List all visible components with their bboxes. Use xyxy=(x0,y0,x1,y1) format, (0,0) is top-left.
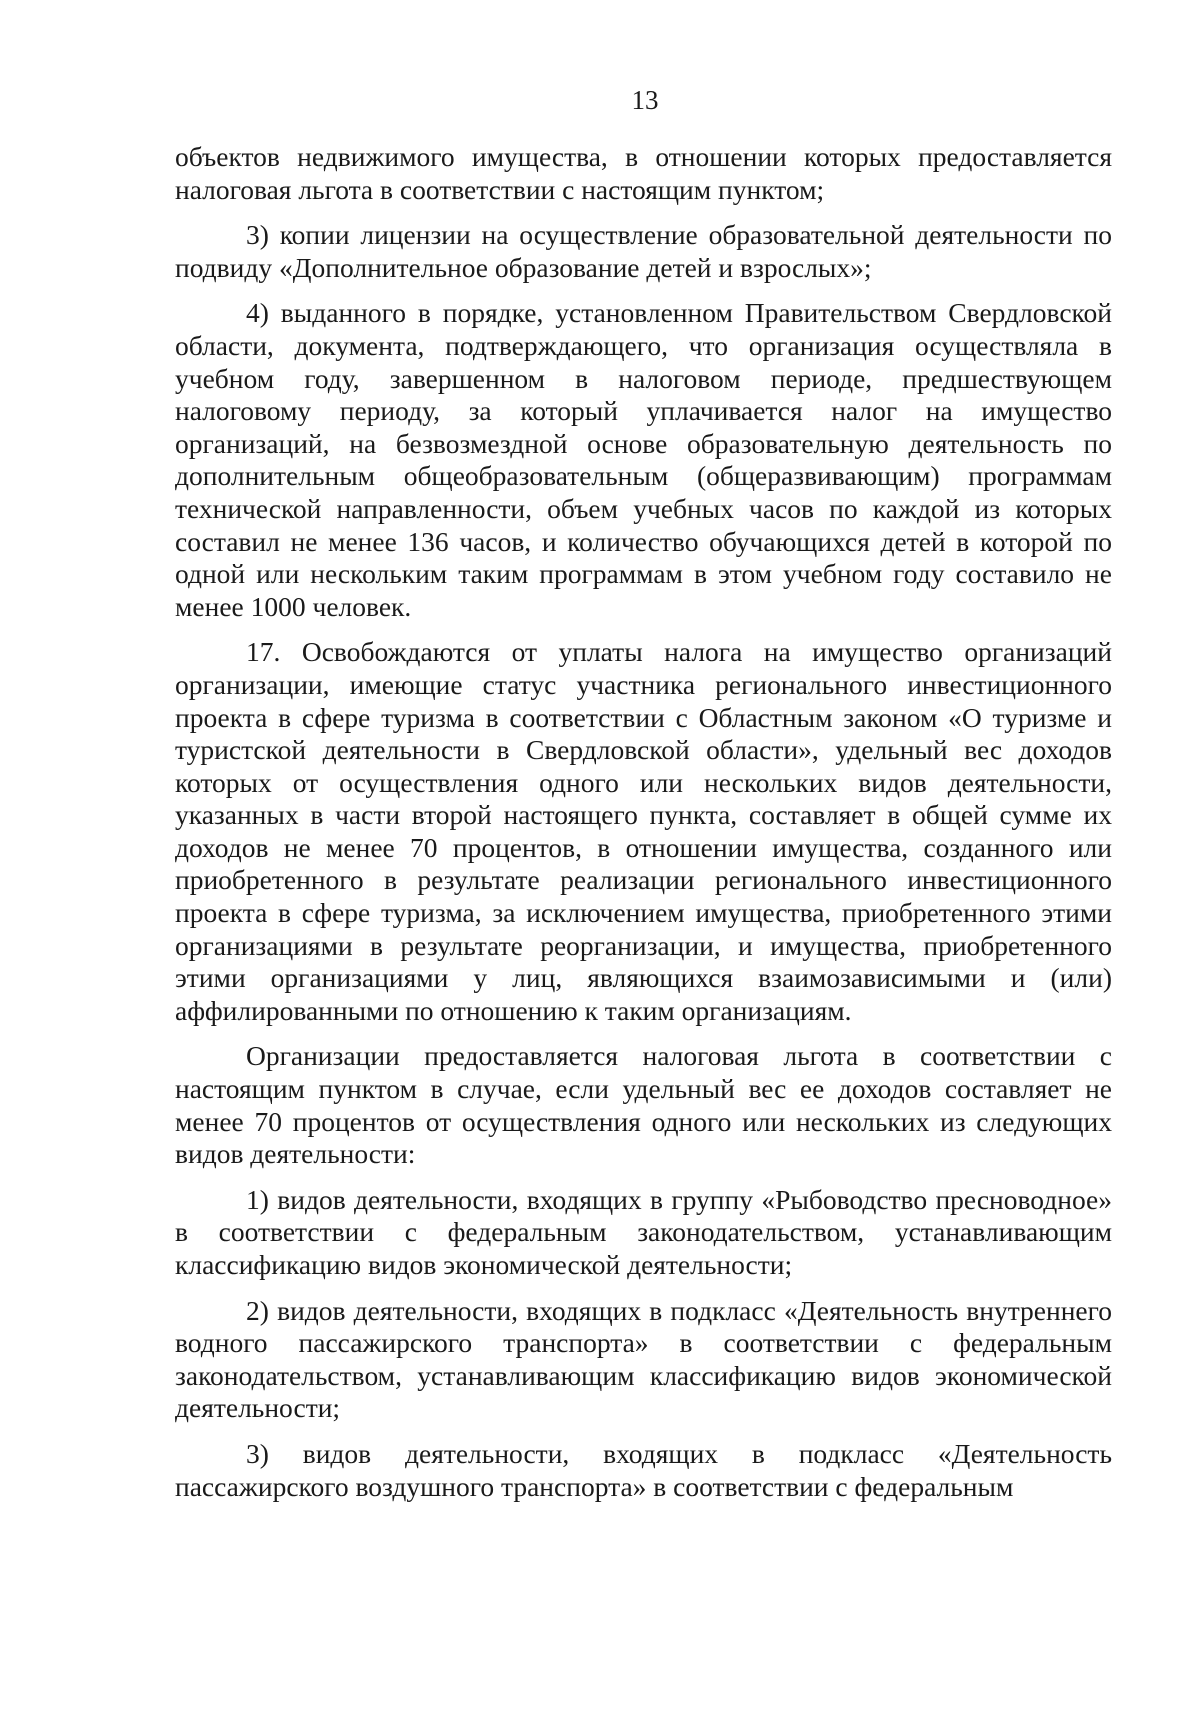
document-body xyxy=(175,141,1112,1503)
paragraph-item-3-license: 3) копии лицензии на осуществление образовательной деятельности по подвиду «Дополнительное образование детей и взрослых»; xyxy=(175,219,1112,283)
paragraph-benefit-conditions: Организации предоставляется налоговая льгота в соответствии с настоящим пунктом в случае, если удельный вес ее доходов составляет не менее 70 процентов от осуществления одного или нескольких из следующих видов деятельности: xyxy=(175,1040,1112,1170)
paragraph-activity-1: 1) видов деятельности, входящих в группу «Рыбоводство пресноводное» в соответствии с федеральным законодательством, устанавливающим классификацию видов экономической деятельности; xyxy=(175,1183,1112,1280)
paragraph-clause-17: 17. Освобождаются от уплаты налога на имущество организаций организации, имеющие статус участника регионального инвестиционного проекта в сфере туризма в соответствии с Областным законом «О туризме и туристской деятельности в Свердловской области», удельный вес доходов которых от осуществления одного или нескольких видов деятельности, указанных в части второй настоящего пункта, составляет в общей сумме их доходов не менее 70 процентов, в отношении имущества, созданного или приобретенного в результате реализации регионального инвестиционного проекта в сфере туризма, за исключением имущества, приобретенного этими организациями в результате реорганизации, и имущества, приобретенного этими организациями у лиц, являющихся взаимозависимыми и (или) аффилированными по отношению к таким организациям. xyxy=(175,636,1112,1026)
page-number: 13 xyxy=(631,85,659,115)
paragraph-activity-3: 3) видов деятельности, входящих в подкласс «Деятельность пассажирского воздушного транспорта» в соответствии с федеральным xyxy=(175,1437,1112,1502)
paragraph-activity-2: 2) видов деятельности, входящих в подкласс «Деятельность внутреннего водного пассажирского транспорта» в соответствии с федеральным законодательством, устанавливающим классификацию видов экономической деятельности; xyxy=(175,1294,1112,1424)
paragraph-continuation: объектов недвижимого имущества, в отношении которых предоставляется налоговая льгота в соответствии с настоящим пунктом; xyxy=(175,141,1112,205)
paragraph-item-4-document: 4) выданного в порядке, установленном Правительством Свердловской области, документа, подтверждающего, что организация осуществляла в учебном году, завершенном в налоговом периоде, предшествующем налоговому периоду, за который уплачивается налог на имущество организаций, на безвозмездной основе образовательную деятельность по дополнительным общеобразовательным (общеразвивающим) программам технической направленности, объем учебных часов по каждой из которых составил не менее 136 часов, и количество обучающихся детей в которой по одной или нескольким таким программам в этом учебном году составило не менее 1000 человек. xyxy=(175,297,1112,622)
